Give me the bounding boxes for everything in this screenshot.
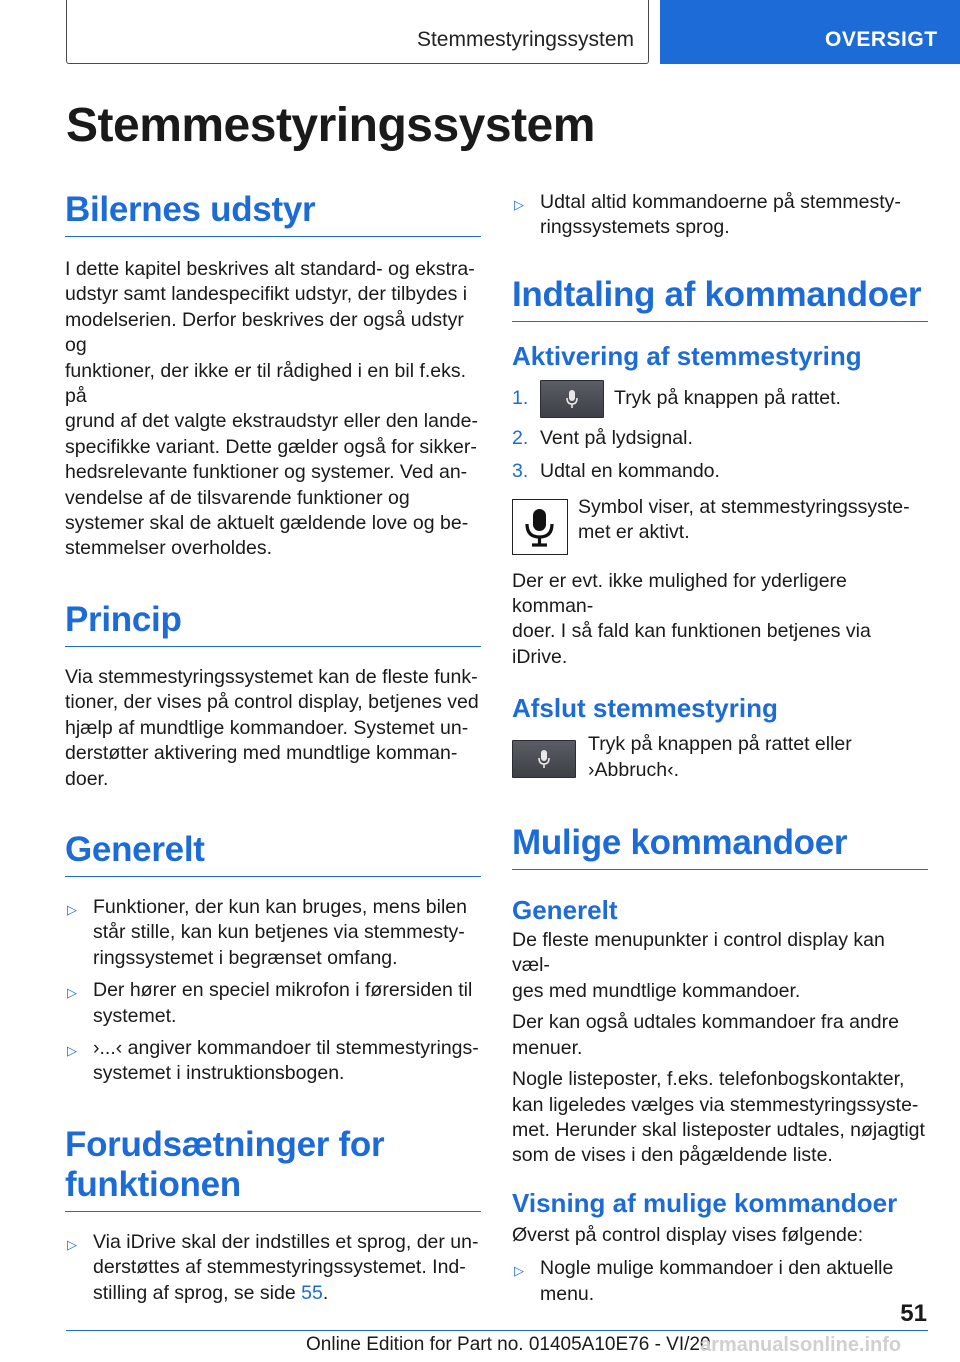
text-line: ges med mundtlige kommandoer. [512,979,801,1002]
page-number: 51 [900,1300,927,1327]
header-overview-label: OVERSIGT [825,28,938,51]
step-text: Tryk på knappen på rattet. [614,387,841,410]
heading-aktivering: Aktivering af stemmestyring [512,340,862,371]
footer-edition: Online Edition for Part no. 01405A10E76 - VI/20 [306,1334,711,1355]
bullet-triangle-icon: ▷ [514,197,524,212]
step-text: Vent på lydsignal. [540,426,693,449]
text-line: Tryk på knappen på rattet eller [588,733,852,756]
text-line [93,1281,481,1306]
microphone-icon [565,389,579,409]
footer-divider [66,1330,928,1331]
microphone-active-icon [513,500,566,553]
symbol-row [512,495,928,555]
step-item [512,426,928,451]
text-line: kan ligeledes vælges via stemmestyringssyste- [512,1093,919,1116]
paragraph-generelt-3 [512,1067,928,1169]
header-overview-tab[interactable] [660,0,960,64]
paragraph-bilernes-udstyr [65,257,481,562]
bullet-triangle-icon: ▷ [67,901,77,917]
text-line: Der er evt. ikke mulighed for yderligere komman- [512,569,847,618]
text-line: Der kan også udtales kommandoer fra andre [512,1011,899,1034]
heading-visning: Visning af mulige kommandoer [512,1187,898,1218]
symbol-description [578,495,910,555]
paragraph-visning: Øverst på control display vises følgende: [512,1223,864,1246]
text-line: hedsrelevante funktioner og systemer. Ved an- [65,461,468,484]
paragraph-generelt-2 [512,1010,928,1061]
watermark: armanualsonline.info [700,1334,902,1356]
heading-princip: Princip [65,600,481,647]
step-item [512,459,928,484]
text-line: Nogle mulige kommandoer i den aktuelle [540,1257,894,1280]
text-line: ringssystemet i begrænset omfang. [93,946,398,969]
text-line: derstøttes af stemmestyringssystemet. Ind- [93,1256,466,1279]
text-line: ringssystemets sprog. [540,216,730,239]
heading-mulige-kommandoer: Mulige kommandoer [512,823,928,870]
list-item [65,1230,481,1306]
text-line: hjælp af mundtlige kommandoer. Systemet un- [65,716,469,739]
steering-mic-button-image [540,380,604,418]
afslut-text [588,732,852,783]
list-item [65,895,481,971]
text-line: doer. I så fald kan funktionen betjenes via iDrive. [512,620,871,668]
text-line: menu. [540,1282,595,1305]
steering-mic-button-image [512,740,576,778]
text-line: modelserien. Derfor beskrives der også udstyr og [65,308,464,357]
text-line: står stille, kan kun betjenes via stemmesty- [93,921,465,944]
text-line: menuer. [512,1036,583,1059]
text-line: som de vises i den pågældende liste. [512,1144,833,1167]
bullet-triangle-icon: ▷ [514,1263,524,1279]
paragraph-generelt-1 [512,928,928,1004]
text-line: Udtal altid kommandoerne på stemmesty- [540,191,901,213]
text-line: ›...‹ angiver kommandoer til stemmestyrings- [93,1036,479,1059]
text-line: systemet i instruktionsbogen. [93,1062,345,1085]
list-item [512,190,928,241]
text-line: Der hører en speciel mikrofon i førersiden til [93,979,473,1002]
text-line: I dette kapitel beskrives alt standard- og ekstra- [65,258,475,280]
text-span: . [322,1281,329,1304]
list-item [65,978,481,1029]
bullet-triangle-icon: ▷ [67,1042,77,1058]
step-number: 3. [512,460,529,483]
text-line: doer. [65,767,109,790]
heading-afslut: Afslut stemmestyring [512,693,778,724]
header-section-title: Stemmestyringssystem [416,28,634,51]
step-text: Udtal en kommando. [540,460,720,483]
text-line: systemet. [93,1004,177,1027]
text-line: ›Abbruch‹. [588,758,680,781]
text-line: vendelse af de tilsvarende funktioner og [65,486,410,509]
paragraph-princip [65,665,481,792]
text-line: grund af det valgte ekstraudstyr eller den lande- [65,410,478,433]
list-item [65,1036,481,1087]
text-line: systemer skal de aktuelt gældende love og be- [65,512,469,535]
text-line: Funktioner, der kun kan bruges, mens bilen [93,895,467,918]
text-span: stilling af sprog, se side [93,1281,302,1304]
text-line: Symbol viser, at stemmestyringssyste- [578,495,910,518]
microphone-icon [537,749,551,769]
text-line: funktioner, der ikke er til rådighed i en bil f.eks. på [65,359,467,408]
text-line: derstøtter aktivering med mundtlige komman- [65,742,458,765]
text-line: udstyr samt landespecifikt udstyr, der tilbydes i [65,283,468,306]
text-line: tioner, der vises på control display, betjenes ved [65,691,479,714]
heading-generelt-right: Generelt [512,895,618,926]
text-line: Via stemmestyringssystemet kan de fleste funk- [65,665,478,688]
step-number: 1. [512,387,529,410]
text-line: De fleste menupunkter i control display kan væl- [512,929,885,977]
bullet-list-forudsaetninger [65,1230,481,1306]
page-link[interactable]: 55 [301,1281,323,1304]
steps-list [512,380,928,485]
text-line: specifikke variant. Dette gælder også for sikker- [65,435,477,458]
heading-indtaling: Indtaling af kommandoer [512,275,928,322]
list-item [512,1256,928,1307]
text-line: stemmelser overholdes. [65,537,272,560]
right-column [512,190,928,1307]
text-line: Nogle listeposter, f.eks. telefonbogskontakter, [512,1068,905,1091]
heading-generelt: Generelt [65,830,481,877]
page-title: Stemmestyringssystem [66,99,595,152]
left-column [65,190,481,1306]
heading-bilernes-udstyr: Bilernes udstyr [65,190,481,237]
voice-active-symbol [512,499,568,555]
bullet-triangle-icon: ▷ [67,985,77,1001]
paragraph-note [512,569,928,671]
bullet-list-generelt [65,895,481,1087]
bullet-triangle-icon: ▷ [67,1236,77,1252]
text-line: met er aktivt. [578,521,690,544]
heading-line: Forudsætninger for [65,1124,385,1164]
heading-forudsaetninger [65,1125,481,1212]
header-section-tab [66,0,649,64]
heading-line: funktionen [65,1164,241,1204]
step-number: 2. [512,426,529,449]
step-item [512,380,928,418]
afslut-row [512,732,928,783]
text-line: met. Herunder skal listeposter udtales, nøjagtigt [512,1118,925,1141]
text-line: Via iDrive skal der indstilles et sprog, der un- [93,1230,479,1253]
